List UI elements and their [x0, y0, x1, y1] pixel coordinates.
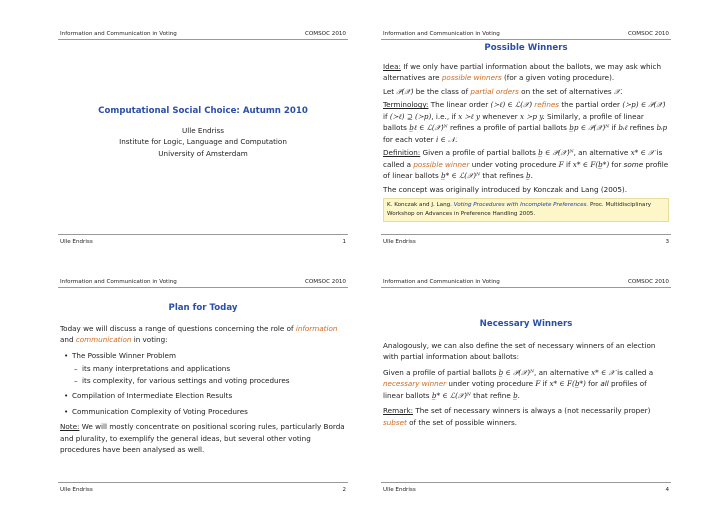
- slide-footer: [381, 482, 671, 494]
- topic-list: [60, 350, 346, 418]
- slide-footer: [58, 482, 348, 494]
- page-number: 1: [342, 239, 346, 245]
- footer-left: Ulle Endriss: [60, 487, 93, 493]
- footer-left: Ulle Endriss: [383, 487, 416, 493]
- slide-title: Necessary Winners: [479, 319, 573, 329]
- header-left: Information and Communication in Voting: [60, 279, 177, 285]
- list-item: • Compilation of Intermediate Election Results: [60, 390, 346, 402]
- footer-left: Ulle Endriss: [60, 239, 93, 245]
- list-item: • Communication Complexity of Voting Procedures: [60, 406, 346, 418]
- slide-2: [58, 262, 348, 493]
- header-right: COMSOC 2010: [627, 31, 669, 37]
- let-paragraph: Let 𝒫(𝒳) be the class of partial orders on the set of alternatives 𝒳.: [383, 86, 623, 96]
- header-left: Information and Communication in Voting: [383, 31, 500, 37]
- sub-list-item: – its many interpretations and applications: [72, 363, 346, 375]
- reference-box: K. Konczak and J. Lang. Voting Procedures with Incomplete Preferences. Proc. Multidisciplinary Workshop on Advances in Preference Handling 2005.: [383, 198, 669, 222]
- slide-header: [58, 276, 348, 288]
- slide-4: [381, 262, 671, 493]
- intro-paragraph: Today we will discuss a range of questions concerning the role of information and communication in voting:: [60, 323, 338, 344]
- footer-left: Ulle Endriss: [383, 239, 416, 245]
- slide-header: [58, 28, 348, 40]
- header-left: Information and Communication in Voting: [383, 279, 500, 285]
- concept-origin: The concept was originally introduced by Konczak and Lang (2005).: [383, 184, 627, 194]
- slide-title: Possible Winners: [484, 43, 568, 53]
- header-right: COMSOC 2010: [304, 31, 346, 37]
- slide-title: Computational Social Choice: Autumn 2010: [98, 106, 308, 116]
- author: Ulle Endriss: [181, 125, 225, 135]
- university: University of Amsterdam: [158, 148, 248, 158]
- slide-1: [58, 14, 348, 245]
- slide-header: [381, 28, 671, 40]
- remark-paragraph: Remark: The set of necessary winners is always a (not necessarily proper) subset of the set of possible winners.: [383, 406, 651, 427]
- slide-title: Plan for Today: [168, 303, 238, 313]
- header-right: COMSOC 2010: [304, 279, 346, 285]
- slide-3: [381, 14, 671, 245]
- page-number: 4: [665, 487, 669, 493]
- header-right: COMSOC 2010: [627, 279, 669, 285]
- intro-paragraph: Analogously, we can also define the set of necessary winners of an election with partial information about ballots:: [383, 340, 656, 361]
- page-number: 3: [665, 239, 669, 245]
- idea-paragraph: Idea: If we only have partial information about the ballots, we may ask which alternatives are possible winners (for a given voting procedure).: [383, 61, 662, 82]
- institute: Institute for Logic, Language and Computation: [119, 137, 287, 146]
- page-number: 2: [342, 487, 346, 493]
- list-item: • The Possible Winner Problem – its many interpretations and applications – its complexity, for various settings and voting procedures: [60, 350, 346, 387]
- terminology-paragraph: Terminology: The linear order (≻ℓ) ∈ ℒ(𝒳) refines the partial order (≻p) ∈ 𝒫(𝒳) if (≻ℓ) ⊇ (≻p), i.e., if x ≻ℓ y whenever x ≻p y. Similarly, a profile of linear ballots b̲ℓ ∈ ℒ(𝒳)ᴺ refines a profile of partial ballots b̲p ∈ 𝒫(𝒳)ᴺ if bᵢℓ refines bᵢp for each voter i ∈ 𝒩.: [383, 100, 668, 144]
- slide-footer: [381, 234, 671, 246]
- definition-paragraph: Given a profile of partial ballots b̲ ∈ 𝒫(𝒳)ᴺ, an alternative x* ∈ 𝒳 is called a necessary winner under voting procedure F if x* ∈ F(b̲*) for all profiles of linear ballots b̲* ∈ ℒ(𝒳)ᴺ that refine b̲.: [383, 367, 654, 400]
- slide-header: [381, 276, 671, 288]
- sub-list-item: – its complexity, for various settings and voting procedures: [72, 375, 346, 387]
- slide-footer: [58, 234, 348, 246]
- definition-paragraph: Definition: Given a profile of partial ballots b̲ ∈ 𝒫(𝒳)ᴺ, an alternative x* ∈ 𝒳 is called a possible winner under voting procedure F if x* ∈ F(b̲*) for some profile of linear ballots b̲* ∈ ℒ(𝒳)ᴺ that refines b̲.: [383, 148, 669, 180]
- header-left: Information and Communication in Voting: [60, 31, 177, 37]
- note-paragraph: Note: We will mostly concentrate on positional scoring rules, particularly Borda and plurality, to exemplify the general ideas, but several other voting procedures have been analysed as well.: [60, 422, 345, 454]
